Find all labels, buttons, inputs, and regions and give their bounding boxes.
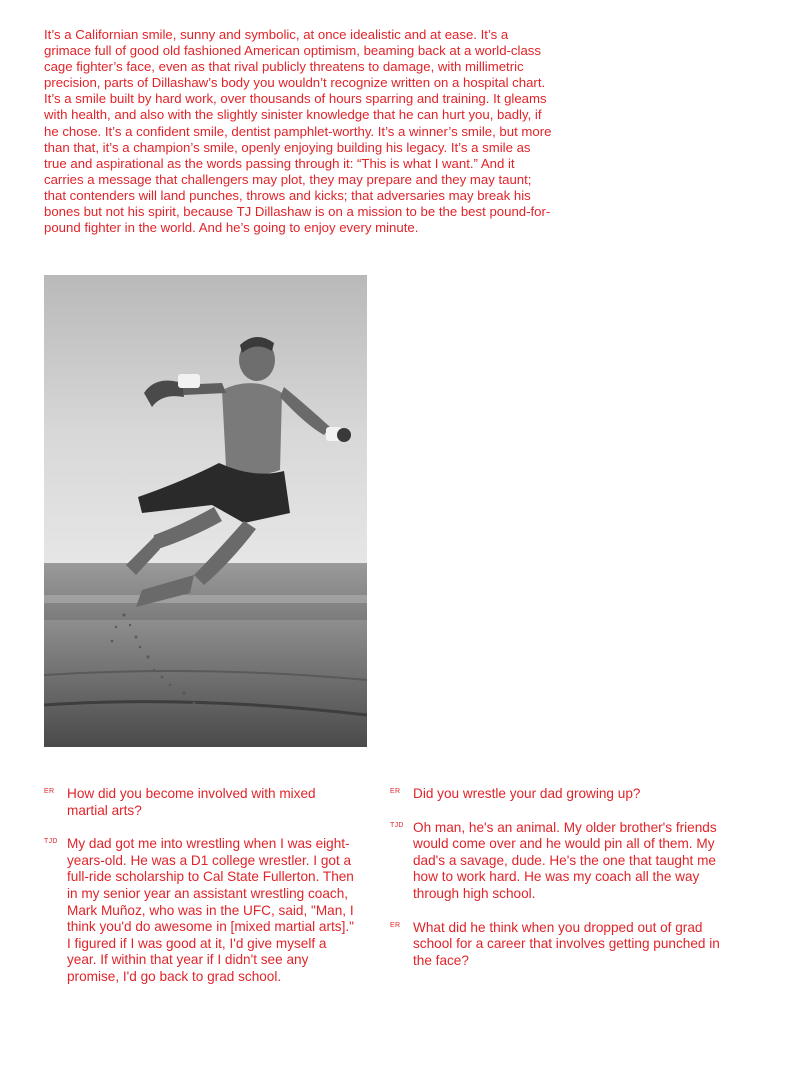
interview-answer xyxy=(390,820,720,903)
question-text: Did you wrestle your dad growing up? xyxy=(413,786,641,801)
speaker-tag: ER xyxy=(390,788,401,795)
question-text: What did he think when you dropped out of grad school for a career that involves getting punched in the face? xyxy=(413,919,720,968)
fighter-photo xyxy=(44,275,367,747)
answer-text: My dad got me into wrestling when I was eight-years-old. He was a D1 college wrestler. I got a full-ride scholarship to Cal State Fullerton. Then in my senior year an assistant wrestling coach, Mark Muñoz, who was in the UFC, said, "Man, I think you'd do awesome in [mixed martial arts]." I figured if I was good at it, I'd give myself a year. If within that year if I didn't see any promise, I'd go back to grad school. xyxy=(67,836,354,984)
interview-left-column xyxy=(44,786,356,1003)
question-text: How did you become involved with mixed martial arts? xyxy=(67,786,316,818)
fighter-photo-illustration xyxy=(44,275,367,747)
answer-text: Oh man, he's an animal. My older brother's friends would come over and he would pin all of them. My dad's a savage, dude. He's the one that taught me how to work hard. He was my coach all the way through high school. xyxy=(413,819,717,901)
intro-paragraph: It’s a Californian smile, sunny and symbolic, at once idealistic and at ease. It’s a grimace full of good old fashioned American optimism, beaming back at a world-class cage fighter’s face, even as that rival publicly threatens to damage, with millimetric precision, parts of Dillashaw’s body you wouldn’t recognize written on a hospital chart. It’s a smile built by hard work, over thousands of hours sparring and training. It gleams with health, and also with the slightly sinister knowledge that he can hurt you, badly, if he chose. It’s a confident smile, dentist pamphlet-worthy. It’s a winner’s smile, but more than that, it’s a champion’s smile, openly enjoying building his legacy. It’s a smile as true and aspirational as the words passing through it: “This is what I want.” And it carries a message that challengers may plot, they may prepare and they may taunt; that contenders will land punches, throws and kicks; that adversaries may break his bones but not his spirit, because TJ Dillashaw is on a mission to be the best pound-for-pound fighter in the world. And he’s going to enjoy every minute. xyxy=(44,27,552,236)
speaker-tag: ER xyxy=(390,921,401,929)
interview-right-column xyxy=(390,786,720,986)
interview-question xyxy=(390,786,720,803)
interview-question xyxy=(44,786,356,819)
speaker-tag: TJD xyxy=(390,821,404,829)
interview-answer xyxy=(44,836,356,985)
interview-question xyxy=(390,920,720,970)
speaker-tag: ER xyxy=(44,788,55,795)
speaker-tag: TJD xyxy=(44,838,58,846)
